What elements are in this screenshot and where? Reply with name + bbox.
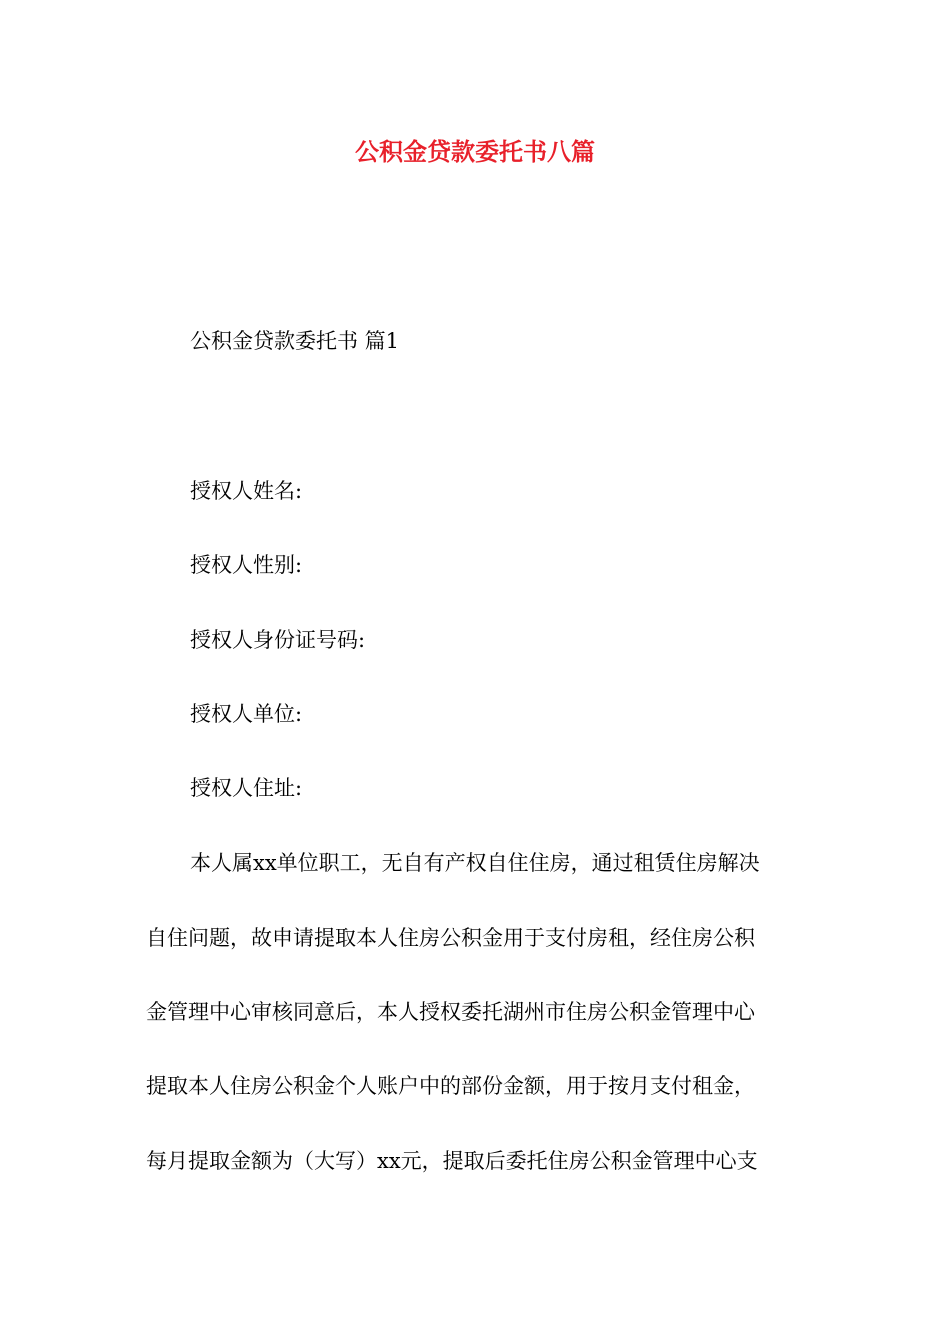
field-grantor-address: 授权人住址: — [190, 776, 303, 800]
field-grantor-name: 授权人姓名: — [190, 479, 303, 503]
field-grantor-employer: 授权人单位: — [190, 702, 303, 726]
body-paragraph-line: 本人属xx单位职工，无自有产权自住住房，通过租赁住房解决 — [190, 851, 760, 875]
body-paragraph-line: 自住问题，故申请提取本人住房公积金用于支付房租，经住房公积 — [146, 926, 755, 950]
body-paragraph-line: 提取本人住房公积金个人账户中的部份金额，用于按月支付租金， — [146, 1074, 755, 1098]
body-paragraph-line: 金管理中心审核同意后，本人授权委托湖州市住房公积金管理中心 — [146, 1000, 755, 1024]
field-grantor-id-number: 授权人身份证号码: — [190, 628, 366, 652]
field-grantor-gender: 授权人性别: — [190, 553, 303, 577]
document-title: 公积金贷款委托书八篇 — [355, 137, 595, 166]
section-heading: 公积金贷款委托书 篇1 — [190, 329, 400, 353]
body-paragraph-line: 每月提取金额为（大写）xx元，提取后委托住房公积金管理中心支 — [146, 1149, 758, 1173]
